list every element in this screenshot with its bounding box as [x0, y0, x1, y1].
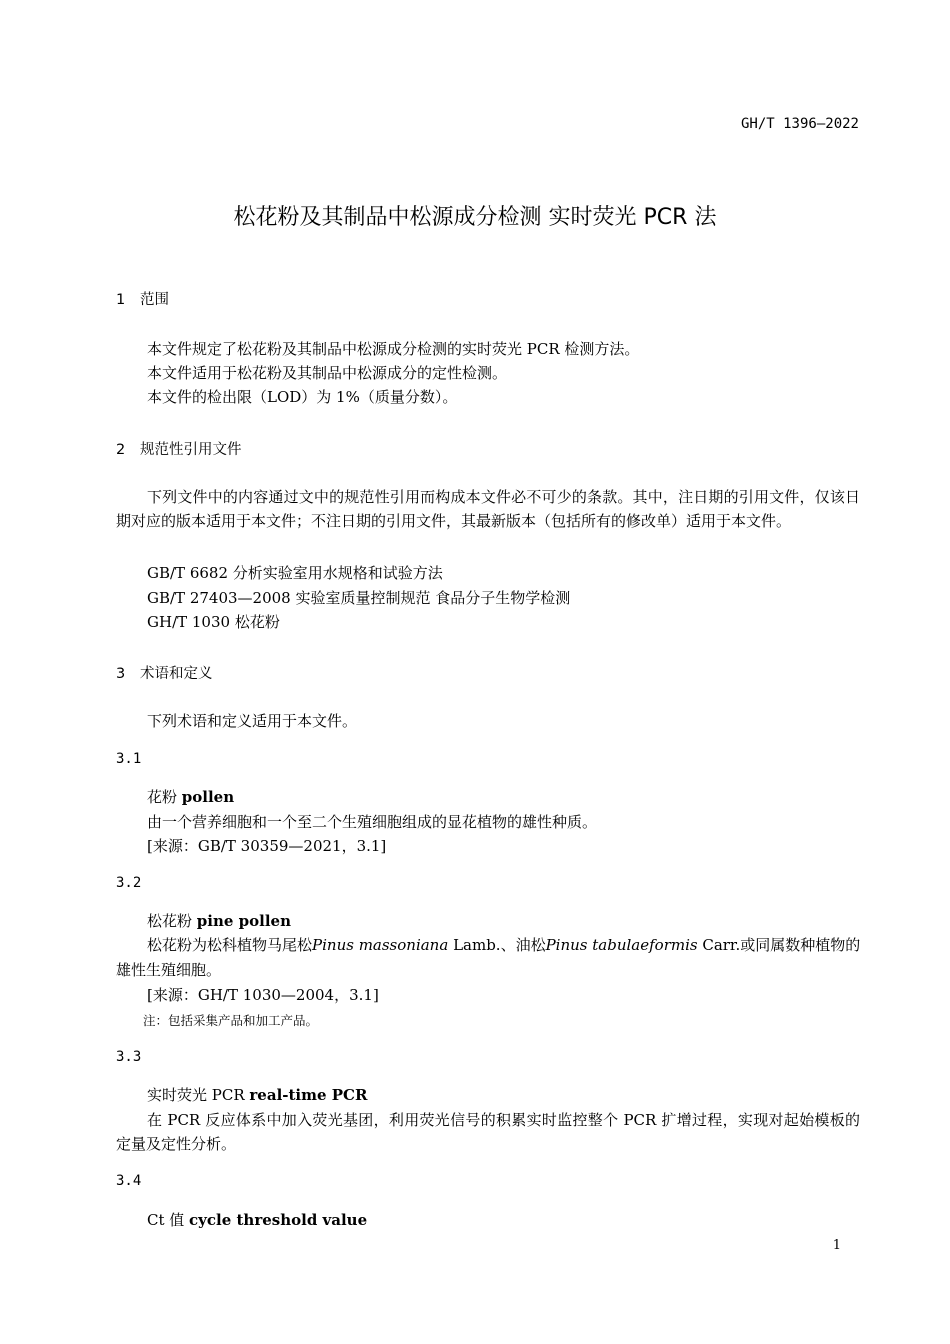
normative-refs-paragraph: 下列文件中的内容通过文中的规范性引用而构成本文件必不可少的条款。其中，注日期的引用文件，仅该日期对应的版本适用于本文件；不注日期的引用文件，其最新版本（包括所有的修改单）适用于本文件。: [116, 488, 860, 530]
term-number: 3.4: [116, 1173, 142, 1189]
definition-text: 松花粉为松科植物马尾松: [147, 936, 313, 954]
ref-item: GH/T 1030 松花粉: [147, 613, 280, 631]
term-number: 3.2: [116, 875, 142, 891]
scope-line-3: 本文件的检出限（LOD）为 1%（质量分数）。: [147, 388, 458, 406]
term-heading: [147, 910, 291, 931]
section-title: 术语和定义: [140, 666, 213, 682]
species-name: Pinus tabulaeformis: [545, 936, 698, 954]
term-chinese: 实时荧光 PCR: [147, 1086, 250, 1104]
definition-text: Carr.或同属数种植物的: [697, 936, 861, 954]
standard-code: GH/T 1396—2022: [740, 116, 859, 132]
term-chinese: 花粉: [147, 788, 182, 806]
section-1-heading: [116, 288, 169, 309]
section-3-heading: [116, 662, 213, 683]
terms-intro: 下列术语和定义适用于本文件。: [147, 712, 358, 730]
term-number: 3.1: [116, 751, 142, 767]
section-2-heading: [116, 438, 242, 459]
term-definition-continued: 雄性生殖细胞。: [116, 961, 222, 979]
document-title: 松花粉及其制品中松源成分检测 实时荧光 PCR 法: [233, 205, 717, 230]
term-heading: [147, 1084, 367, 1105]
scope-line-1: 本文件规定了松花粉及其制品中松源成分检测的实时荧光 PCR 检测方法。: [147, 340, 640, 358]
section-title: 规范性引用文件: [140, 442, 242, 458]
term-source: [来源：GB/T 30359—2021，3.1]: [147, 837, 387, 855]
term-english: cycle threshold value: [189, 1211, 368, 1229]
section-number: 1: [116, 292, 126, 308]
term-heading: [147, 786, 234, 807]
ref-item: GB/T 6682 分析实验室用水规格和试验方法: [147, 564, 443, 582]
term-english: pollen: [181, 788, 235, 806]
term-definition: 在 PCR 反应体系中加入荧光基团，利用荧光信号的积累实时监控整个 PCR 扩增过程，实现对起始模板的定量及定性分析。: [116, 1111, 860, 1153]
term-source: [来源：GH/T 1030—2004，3.1]: [147, 986, 379, 1004]
term-chinese: 松花粉: [147, 912, 197, 930]
section-title: 范围: [140, 292, 169, 308]
species-name: Pinus massoniana: [312, 936, 449, 954]
scope-line-2: 本文件适用于松花粉及其制品中松源成分的定性检测。: [147, 364, 508, 382]
term-english: real-time PCR: [249, 1086, 368, 1104]
term-number: 3.3: [116, 1049, 142, 1065]
page-number: 1: [832, 1238, 841, 1253]
term-note: 注：包括采集产品和加工产品。: [143, 1013, 319, 1028]
section-number: 2: [116, 442, 126, 458]
ref-item: GB/T 27403—2008 实验室质量控制规范 食品分子生物学检测: [147, 589, 571, 607]
term-definition: [147, 934, 860, 955]
term-english: pine pollen: [196, 912, 291, 930]
term-heading: [147, 1209, 367, 1230]
definition-text: Lamb.、油松: [448, 936, 546, 954]
term-chinese: Ct 值: [147, 1211, 190, 1229]
term-definition: 由一个营养细胞和一个至二个生殖细胞组成的显花植物的雄性种质。: [147, 813, 598, 831]
section-number: 3: [116, 666, 126, 682]
